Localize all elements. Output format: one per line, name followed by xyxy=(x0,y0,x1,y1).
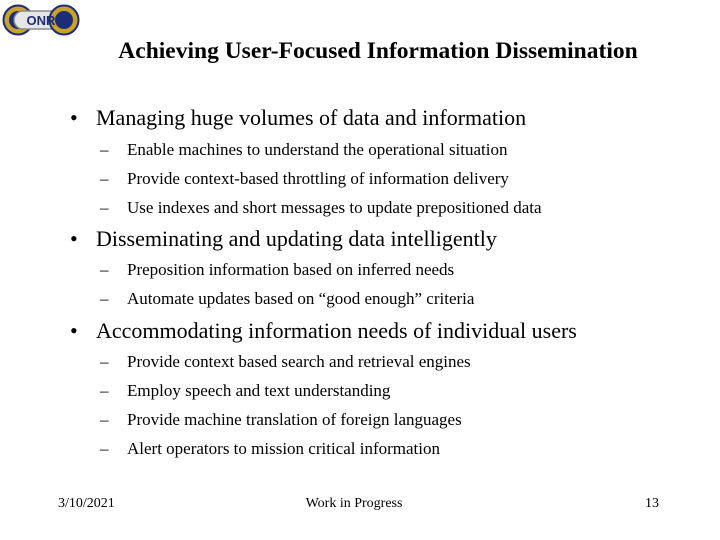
sub-text: Provide context based search and retrieval engines xyxy=(127,352,471,371)
sub-text: Enable machines to understand the operational situation xyxy=(127,140,508,159)
bullet-1-sub-3: – Use indexes and short messages to update prepositioned data xyxy=(100,198,542,217)
sub-text: Use indexes and short messages to update prepositioned data xyxy=(127,198,542,217)
bullet-1 xyxy=(70,105,526,131)
onr-logo xyxy=(2,4,80,36)
sub-text: Preposition information based on inferred needs xyxy=(127,260,455,279)
slide-title: Achieving User-Focused Information Dissemination xyxy=(118,38,638,64)
bullet-1-sub-2: – Provide context-based throttling of information delivery xyxy=(100,169,509,188)
bullet-2-text: Disseminating and updating data intelligently xyxy=(96,226,497,251)
bullet-1-sub-1: – Enable machines to understand the operational situation xyxy=(100,140,508,159)
sub-text: Provide machine translation of foreign languages xyxy=(127,410,462,429)
sub-text: Alert operators to mission critical information xyxy=(127,439,441,458)
bullet-2-sub-1: – Preposition information based on inferred needs xyxy=(100,260,455,279)
logo-text: ONR xyxy=(26,13,56,28)
bullet-dot: • xyxy=(70,318,78,343)
footer-date: 3/10/2021 xyxy=(58,496,115,511)
bullet-2-sub-2: – Automate updates based on “good enough” criteria xyxy=(100,289,475,308)
sub-text: Provide context-based throttling of information delivery xyxy=(127,169,509,188)
bullet-3-sub-1: – Provide context based search and retrieval engines xyxy=(100,352,471,371)
bullet-3-sub-2: – Employ speech and text understanding xyxy=(100,381,391,400)
bullet-2 xyxy=(70,226,497,252)
footer-page-number: 13 xyxy=(645,496,659,511)
bullet-3-sub-4: – Alert operators to mission critical information xyxy=(100,439,441,458)
bullet-3 xyxy=(70,318,577,344)
bullet-dot: • xyxy=(70,226,78,251)
sub-text: Employ speech and text understanding xyxy=(127,381,391,400)
bullet-1-text: Managing huge volumes of data and information xyxy=(96,105,527,130)
bullet-3-text: Accommodating information needs of individual users xyxy=(96,318,577,343)
bullet-3-sub-3: – Provide machine translation of foreign languages xyxy=(100,410,462,429)
bullet-dot: • xyxy=(70,105,78,130)
footer-center: Work in Progress xyxy=(305,496,403,511)
sub-text: Automate updates based on “good enough” criteria xyxy=(127,289,475,308)
